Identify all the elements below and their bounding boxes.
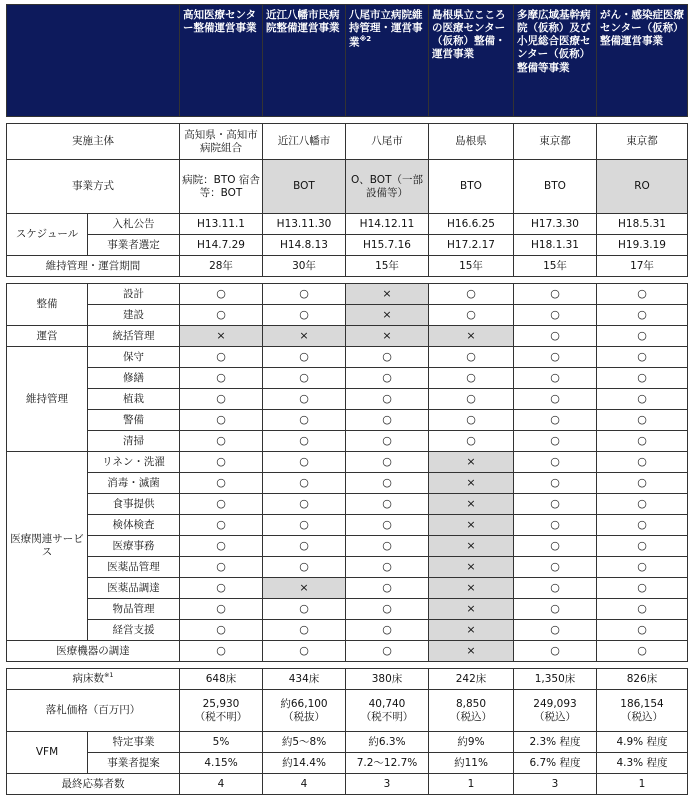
cell: ○ (429, 305, 514, 326)
cell: ○ (597, 326, 688, 347)
cell: ○ (429, 431, 514, 452)
cell: ○ (263, 473, 346, 494)
cell: × (429, 452, 514, 473)
cell: ○ (514, 515, 597, 536)
cell: ○ (597, 641, 688, 662)
cell: ○ (514, 473, 597, 494)
pfi-hospital-comparison-table (6, 4, 688, 795)
row-label: 入札公告 (88, 214, 180, 235)
cell: ○ (180, 452, 263, 473)
cell: 1 (597, 774, 688, 795)
tax-note: （税込） (534, 710, 576, 723)
row-byosho (7, 669, 688, 690)
row-shodoku (7, 473, 688, 494)
row-label: 検体検査 (88, 515, 180, 536)
cell: ○ (180, 389, 263, 410)
cell: ○ (514, 557, 597, 578)
cell: ○ (346, 494, 429, 515)
group-label-schedule: スケジュール (7, 214, 88, 256)
tax-note: （税込） (450, 710, 492, 723)
cell: 826床 (597, 669, 688, 690)
cell: ○ (514, 431, 597, 452)
row-label: 物品管理 (88, 599, 180, 620)
cell: H13.11.1 (180, 214, 263, 235)
row-nyusatsu (7, 214, 688, 235)
row-shokusai (7, 389, 688, 410)
row-kikan (7, 256, 688, 277)
group-label-seibi: 整備 (7, 284, 88, 326)
cell: H15.7.16 (346, 235, 429, 256)
row-label: 特定事業 (88, 732, 180, 753)
cell: ○ (597, 431, 688, 452)
project-header-4: 島根県立こころの医療センター（仮称）整備・運営事業 (429, 5, 514, 117)
cell: 15年 (514, 256, 597, 277)
cell: ○ (514, 536, 597, 557)
row-tokatsu (7, 326, 688, 347)
cell: ○ (597, 284, 688, 305)
cell: ○ (180, 557, 263, 578)
cell: H14.7.29 (180, 235, 263, 256)
row-rakusatsu (7, 690, 688, 732)
header-corner (7, 5, 180, 117)
row-label: 建設 (88, 305, 180, 326)
cell: × (429, 620, 514, 641)
row-seiso (7, 431, 688, 452)
cell: ○ (180, 347, 263, 368)
cell: ○ (263, 347, 346, 368)
cell (429, 690, 514, 732)
cell: 約14.4% (263, 753, 346, 774)
cell: ○ (514, 620, 597, 641)
row-label: 設計 (88, 284, 180, 305)
cell: ○ (346, 578, 429, 599)
row-label: 事業方式 (7, 160, 180, 214)
cell: ○ (514, 578, 597, 599)
cell: ○ (263, 494, 346, 515)
tax-note: （税込） (621, 710, 663, 723)
cell: × (180, 326, 263, 347)
cell: H18.1.31 (514, 235, 597, 256)
cell: ○ (180, 410, 263, 431)
cell: ○ (346, 515, 429, 536)
cell: 病院：BTO 宿舎等：BOT (180, 160, 263, 214)
price: 40,740 (368, 697, 406, 710)
cell: 約9% (429, 732, 514, 753)
row-label: 落札価格（百万円） (7, 690, 180, 732)
cell: 近江八幡市 (263, 124, 346, 160)
row-shuzen (7, 368, 688, 389)
cell: ○ (514, 410, 597, 431)
group-label-iryo-service: 医療関連サービス (7, 452, 88, 641)
cell: ○ (346, 557, 429, 578)
cell: 30年 (263, 256, 346, 277)
cell: × (429, 557, 514, 578)
row-label: 清掃 (88, 431, 180, 452)
cell: ○ (263, 515, 346, 536)
cell: × (263, 578, 346, 599)
cell: 4.9% 程度 (597, 732, 688, 753)
cell: ○ (429, 389, 514, 410)
cell: 3 (514, 774, 597, 795)
cell: × (263, 326, 346, 347)
cell: H16.6.25 (429, 214, 514, 235)
cell: H14.8.13 (263, 235, 346, 256)
group-label-iji: 維持管理 (7, 347, 88, 452)
cell: 4.3% 程度 (597, 753, 688, 774)
cell: 17年 (597, 256, 688, 277)
cell: ○ (263, 431, 346, 452)
cell (346, 690, 429, 732)
cell: H17.3.30 (514, 214, 597, 235)
spacer-row (7, 117, 688, 124)
cell: H18.5.31 (597, 214, 688, 235)
cell: ○ (180, 599, 263, 620)
spacer-row (7, 662, 688, 669)
cell: 1,350床 (514, 669, 597, 690)
row-jisshi (7, 124, 688, 160)
cell: 東京都 (597, 124, 688, 160)
cell: ○ (180, 305, 263, 326)
cell: 2.3% 程度 (514, 732, 597, 753)
cell: ○ (180, 284, 263, 305)
row-iyakuhin-kanri (7, 557, 688, 578)
cell: ○ (263, 599, 346, 620)
cell: 1 (429, 774, 514, 795)
cell: ○ (263, 305, 346, 326)
row-buppin (7, 599, 688, 620)
cell: O、BOT（一部設備等） (346, 160, 429, 214)
row-label: 食事提供 (88, 494, 180, 515)
cell: × (346, 305, 429, 326)
row-label: 事業者提案 (88, 753, 180, 774)
cell: ○ (346, 536, 429, 557)
cell: 4 (263, 774, 346, 795)
cell: ○ (346, 410, 429, 431)
price: 186,154 (620, 697, 664, 710)
cell: × (429, 599, 514, 620)
cell: ○ (346, 641, 429, 662)
cell: ○ (263, 452, 346, 473)
cell: 東京都 (514, 124, 597, 160)
cell: ○ (263, 284, 346, 305)
cell: × (346, 284, 429, 305)
row-kentai (7, 515, 688, 536)
row-label: 植栽 (88, 389, 180, 410)
project-header-3-note: ※2 (359, 35, 372, 44)
cell: BTO (514, 160, 597, 214)
byosho-note: ※1 (103, 671, 114, 680)
row-label: 修繕 (88, 368, 180, 389)
project-header-1: 高知医療センター整備運営事業 (180, 5, 263, 117)
cell: 434床 (263, 669, 346, 690)
cell: ○ (429, 284, 514, 305)
cell: ○ (597, 305, 688, 326)
cell: ○ (263, 641, 346, 662)
cell: ○ (180, 494, 263, 515)
price: 25,930 (202, 697, 240, 710)
cell: BTO (429, 160, 514, 214)
cell: 15年 (346, 256, 429, 277)
cell: ○ (514, 284, 597, 305)
cell: × (346, 326, 429, 347)
cell: 4 (180, 774, 263, 795)
row-kiki (7, 641, 688, 662)
row-label: 経営支援 (88, 620, 180, 641)
row-label: 統括管理 (88, 326, 180, 347)
cell: × (429, 473, 514, 494)
cell: 約6.3% (346, 732, 429, 753)
cell: ○ (180, 641, 263, 662)
cell: H14.12.11 (346, 214, 429, 235)
cell: 高知県・高知市病院組合 (180, 124, 263, 160)
row-label: 維持管理・運営期間 (7, 256, 180, 277)
cell: × (429, 536, 514, 557)
cell: 28年 (180, 256, 263, 277)
row-label: 医療機器の調達 (7, 641, 180, 662)
cell: ○ (429, 347, 514, 368)
cell: 八尾市 (346, 124, 429, 160)
cell (180, 690, 263, 732)
cell: × (429, 494, 514, 515)
cell: 6.7% 程度 (514, 753, 597, 774)
cell: ○ (514, 305, 597, 326)
cell: ○ (514, 368, 597, 389)
row-vfm-teian (7, 753, 688, 774)
project-header-6: がん・感染症医療センター（仮称）整備運営事業 (597, 5, 688, 117)
cell: ○ (514, 494, 597, 515)
cell: ○ (597, 557, 688, 578)
cell: × (429, 515, 514, 536)
row-linen (7, 452, 688, 473)
cell: 約5～8% (263, 732, 346, 753)
row-label: 医薬品管理 (88, 557, 180, 578)
row-keibi (7, 410, 688, 431)
cell (263, 690, 346, 732)
cell: ○ (263, 389, 346, 410)
cell: H13.11.30 (263, 214, 346, 235)
row-oubo (7, 774, 688, 795)
cell: 約11% (429, 753, 514, 774)
cell: × (429, 326, 514, 347)
cell: ○ (263, 368, 346, 389)
tax-note: （税抜） (283, 710, 325, 723)
cell: ○ (597, 452, 688, 473)
cell: ○ (346, 473, 429, 494)
row-label: リネン・洗濯 (88, 452, 180, 473)
row-hoshu (7, 347, 688, 368)
cell: ○ (346, 452, 429, 473)
cell: 15年 (429, 256, 514, 277)
cell: ○ (346, 431, 429, 452)
header-row (7, 5, 688, 117)
row-label: 最終応募者数 (7, 774, 180, 795)
cell: ○ (514, 452, 597, 473)
row-houshiki (7, 160, 688, 214)
project-header-2: 近江八幡市民病院整備運営事業 (263, 5, 346, 117)
cell: 7.2～12.7% (346, 753, 429, 774)
cell (597, 690, 688, 732)
byosho-label: 病床数 (72, 672, 104, 685)
cell: ○ (180, 578, 263, 599)
project-header-3-name: 八尾市立病院維持管理・運営事業 (349, 9, 423, 49)
row-label: 警備 (88, 410, 180, 431)
cell: ○ (263, 536, 346, 557)
project-header-5: 多摩広域基幹病院（仮称）及び小児総合医療センター（仮称）整備等事業 (514, 5, 597, 117)
price: 約66,100 (280, 697, 328, 710)
spacer-row (7, 277, 688, 284)
cell: ○ (597, 389, 688, 410)
cell: ○ (346, 368, 429, 389)
row-vfm-tokutei (7, 732, 688, 753)
group-label-unei: 運営 (7, 326, 88, 347)
cell: ○ (597, 599, 688, 620)
cell: RO (597, 160, 688, 214)
cell: ○ (346, 347, 429, 368)
cell: ○ (180, 536, 263, 557)
cell: 648床 (180, 669, 263, 690)
cell: ○ (597, 578, 688, 599)
row-iryo-jimu (7, 536, 688, 557)
row-label: 保守 (88, 347, 180, 368)
cell: ○ (514, 389, 597, 410)
cell: H19.3.19 (597, 235, 688, 256)
cell: BOT (263, 160, 346, 214)
cell: ○ (180, 431, 263, 452)
cell: × (429, 641, 514, 662)
row-shokuji (7, 494, 688, 515)
tax-note: （税不明） (360, 710, 414, 723)
cell: 5% (180, 732, 263, 753)
row-kensetsu (7, 305, 688, 326)
cell: ○ (514, 641, 597, 662)
cell: ○ (180, 473, 263, 494)
cell: ○ (346, 620, 429, 641)
cell: ○ (263, 620, 346, 641)
cell: 242床 (429, 669, 514, 690)
cell: 3 (346, 774, 429, 795)
price: 249,093 (533, 697, 577, 710)
cell: ○ (346, 389, 429, 410)
row-label: 事業者選定 (88, 235, 180, 256)
cell: ○ (597, 620, 688, 641)
cell: ○ (429, 410, 514, 431)
cell: 4.15% (180, 753, 263, 774)
cell: × (429, 578, 514, 599)
tax-note: （税不明） (194, 710, 248, 723)
cell: ○ (514, 599, 597, 620)
cell: ○ (263, 410, 346, 431)
cell: ○ (429, 368, 514, 389)
cell: ○ (514, 347, 597, 368)
cell: ○ (180, 620, 263, 641)
cell: ○ (180, 368, 263, 389)
price: 8,850 (455, 697, 487, 710)
row-label: 実施主体 (7, 124, 180, 160)
cell: ○ (180, 515, 263, 536)
cell: ○ (346, 599, 429, 620)
cell (514, 690, 597, 732)
row-label: 消毒・滅菌 (88, 473, 180, 494)
cell: ○ (597, 536, 688, 557)
cell: 380床 (346, 669, 429, 690)
cell: ○ (597, 368, 688, 389)
cell: 島根県 (429, 124, 514, 160)
cell: ○ (597, 515, 688, 536)
row-sekkei (7, 284, 688, 305)
project-header-3 (346, 5, 429, 117)
row-sentei (7, 235, 688, 256)
cell: ○ (597, 494, 688, 515)
cell: ○ (514, 326, 597, 347)
row-iyakuhin-chotatsu (7, 578, 688, 599)
row-keiei (7, 620, 688, 641)
cell: ○ (597, 410, 688, 431)
row-label (7, 669, 180, 690)
group-label-vfm: VFM (7, 732, 88, 774)
cell: ○ (597, 347, 688, 368)
cell: ○ (263, 557, 346, 578)
cell: H17.2.17 (429, 235, 514, 256)
row-label: 医療事務 (88, 536, 180, 557)
row-label: 医薬品調達 (88, 578, 180, 599)
cell: ○ (597, 473, 688, 494)
